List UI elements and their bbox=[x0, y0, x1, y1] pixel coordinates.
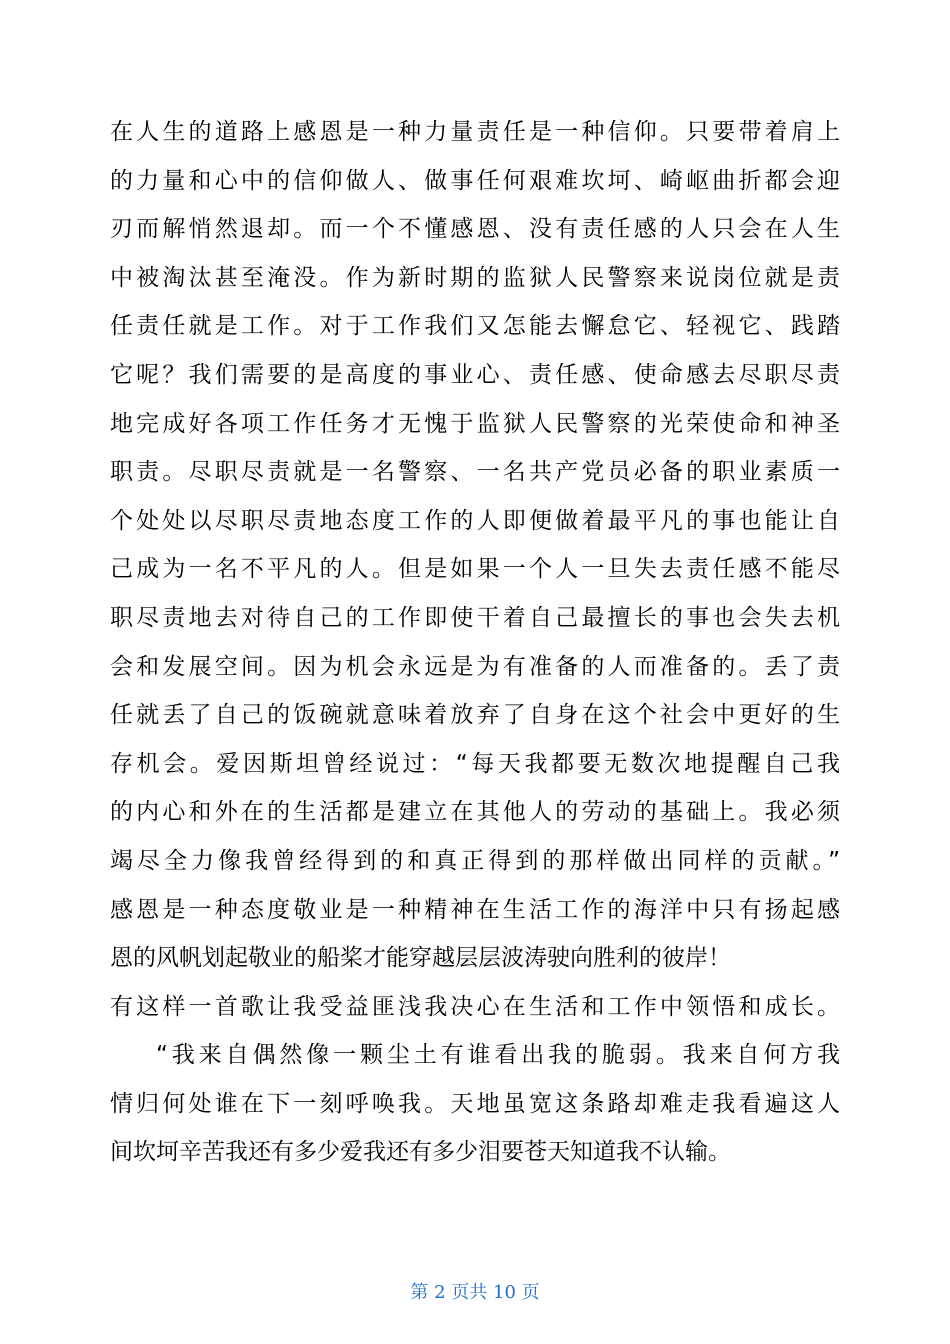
text-line: 会和发展空间。因为机会永远是为有准备的人而准备的。丢了责 bbox=[110, 653, 840, 680]
text-line: 职尽责地去对待自己的工作即使干着自己最擅长的事也会失去机 bbox=[110, 604, 840, 631]
text-line: 有这样一首歌让我受益匪浅我决心在生活和工作中领悟和成长。 bbox=[110, 993, 840, 1020]
text-line: 存机会。爱因斯坦曾经说过：“每天我都要无数次地提醒自己我 bbox=[110, 750, 840, 777]
text-line: 刃而解悄然退却。而一个不懂感恩、没有责任感的人只会在人生 bbox=[110, 216, 840, 243]
text-line: 地完成好各项工作任务才无愧于监狱人民警察的光荣使命和神圣 bbox=[110, 410, 840, 437]
text-line: 间坎坷辛苦我还有多少爱我还有多少泪要苍天知道我不认输。 bbox=[110, 1139, 731, 1166]
text-line: 己成为一名不平凡的人。但是如果一个人一旦失去责任感不能尽 bbox=[110, 556, 840, 583]
text-line: 情归何处谁在下一刻呼唤我。天地虽宽这条路却难走我看遍这人 bbox=[110, 1090, 840, 1117]
text-line: 任就丢了自己的饭碗就意味着放弃了自身在这个社会中更好的生 bbox=[110, 702, 840, 729]
text-line: 恩的风帆划起敬业的船桨才能穿越层层波涛驶向胜利的彼岸！ bbox=[110, 945, 731, 972]
text-line: 在人生的道路上感恩是一种力量责任是一种信仰。只要带着肩上 bbox=[110, 119, 840, 145]
text-line: “我来自偶然像一颗尘土有谁看出我的脆弱。我来自何方我 bbox=[156, 1042, 840, 1069]
text-line: 竭尽全力像我曾经得到的和真正得到的那样做出同样的贡献。” bbox=[110, 847, 840, 874]
text-line: 的内心和外在的生活都是建立在其他人的劳动的基础上。我必须 bbox=[110, 799, 840, 826]
body-text bbox=[110, 108, 840, 1177]
text-line: 任责任就是工作。对于工作我们又怎能去懈怠它、轻视它、践踏 bbox=[110, 313, 840, 340]
text-line: 中被淘汰甚至淹没。作为新时期的监狱人民警察来说岗位就是责 bbox=[110, 264, 840, 291]
page-number-footer: 第 2 页共 10 页 bbox=[410, 1282, 540, 1303]
text-line: 个处处以尽职尽责地态度工作的人即便做着最平凡的事也能让自 bbox=[110, 507, 840, 534]
text-line: 职责。尽职尽责就是一名警察、一名共产党员必备的职业素质一 bbox=[110, 459, 840, 486]
text-line: 的力量和心中的信仰做人、做事任何艰难坎坷、崎岖曲折都会迎 bbox=[110, 167, 840, 194]
text-line: 它呢？我们需要的是高度的事业心、责任感、使命感去尽职尽责 bbox=[110, 361, 840, 388]
text-line: 感恩是一种态度敬业是一种精神在生活工作的海洋中只有扬起感 bbox=[110, 896, 840, 923]
